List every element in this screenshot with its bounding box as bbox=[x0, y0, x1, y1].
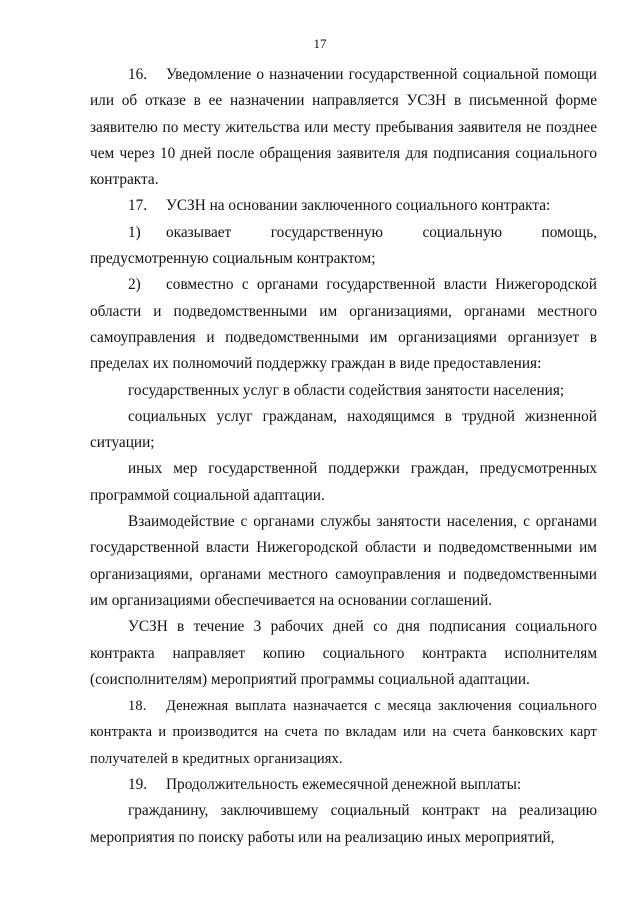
paragraph-17 bbox=[90, 193, 597, 219]
list-item-text: оказывает государственную социальную помощь, предусмотренную социальным контрактом; bbox=[90, 223, 597, 268]
paragraph-text: Взаимодействие с органами службы занятости населения, с органами государственной власти Нижегородской области и подведомственными им организациями, органами местного самоуправления и подведомственными им организациями обеспечивается на основании соглашений. bbox=[90, 513, 597, 609]
paragraph-number: 17. bbox=[128, 197, 148, 215]
list-item-2 bbox=[90, 272, 597, 377]
paragraph-number: 16. bbox=[128, 66, 148, 83]
paragraph-text: государственных услуг в области содействия занятости населения; bbox=[128, 381, 565, 399]
paragraph-number: 18. bbox=[128, 698, 147, 715]
sub-item-other-measures bbox=[90, 456, 597, 509]
paragraph-contract-copy bbox=[90, 614, 597, 693]
paragraph-18 bbox=[90, 693, 597, 772]
sub-item-employment-services bbox=[90, 378, 597, 404]
paragraph-text: иных мер государственной поддержки граждан, предусмотренных программой социальной адаптации. bbox=[90, 460, 597, 504]
paragraph-text: УСЗН в течение 3 рабочих дней со дня подписания социального контракта направляет копию социального контракта исполнителям (соисполнителям) мероприятий программы социальной адаптации. bbox=[90, 618, 597, 688]
paragraph-number: 19. bbox=[128, 776, 148, 794]
paragraph-duration-job-search bbox=[90, 798, 597, 851]
document-body bbox=[90, 62, 597, 851]
paragraph-text: гражданину, заключившему социальный контракт на реализацию мероприятия по поиску работы или на реализацию иных мероприятий, bbox=[90, 802, 597, 846]
paragraph-text: УСЗН на основании заключенного социального контракта: bbox=[166, 197, 551, 215]
paragraph-19 bbox=[90, 772, 597, 798]
paragraph-text: Денежная выплата назначается с месяца заключения социального контракта и производится на счета по вкладам или на счета банковских карт получателей в кредитных организациях. bbox=[90, 698, 597, 767]
page-number: 17 bbox=[313, 36, 327, 51]
list-item-text: совместно с органами государственной власти Нижегородской области и подведомственными им организациями, органами местного самоуправления и подведомственными им организациями организует в пределах их полномочий поддержку граждан в виде предоставления: bbox=[90, 276, 597, 373]
list-item-number: 2) bbox=[128, 276, 141, 294]
paragraph-text: социальных услуг гражданам, находящимся в трудной жизненной ситуации; bbox=[90, 407, 597, 452]
list-item-1 bbox=[90, 220, 597, 273]
paragraph-text: Уведомление о назначении государственной социальной помощи или об отказе в ее назначении направляется УСЗН в письменной форме заявителю по месту жительства или месту пребывания заявителя не позднее чем через 10 дней после обращения заявителя для подписания социального контракта. bbox=[90, 66, 597, 189]
paragraph-interaction bbox=[90, 509, 597, 614]
paragraph-16 bbox=[90, 62, 597, 193]
sub-item-social-services bbox=[90, 404, 597, 457]
paragraph-text: Продолжительность ежемесячной денежной выплаты: bbox=[166, 776, 522, 794]
list-item-number: 1) bbox=[128, 223, 141, 241]
